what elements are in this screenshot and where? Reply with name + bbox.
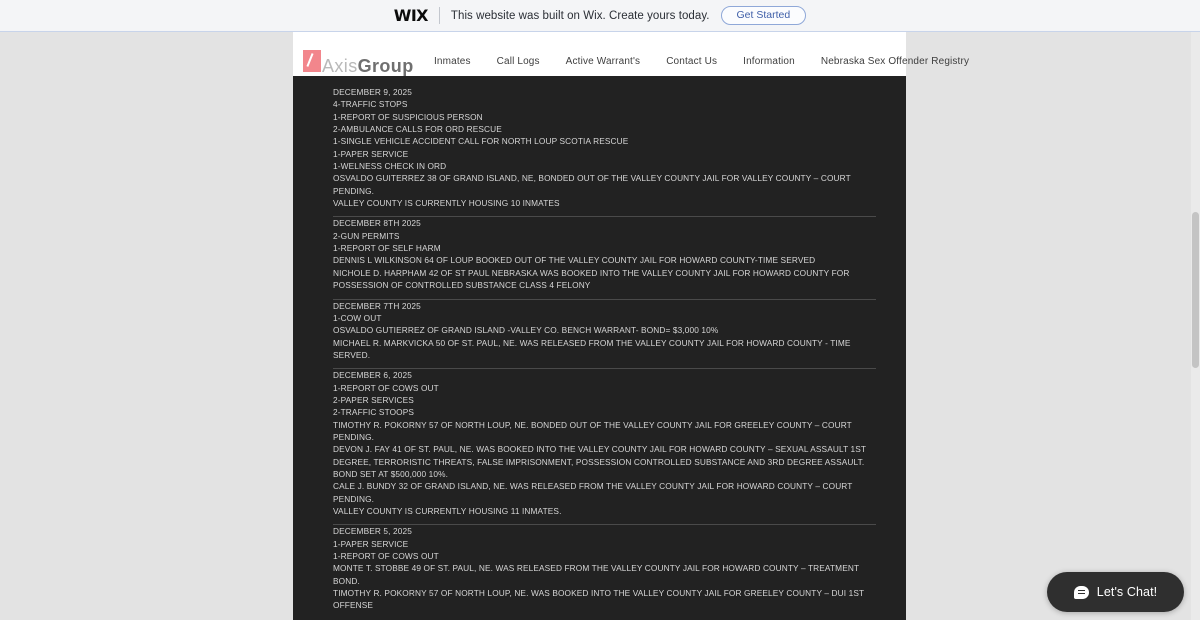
log-entry-date: DECEMBER 7TH 2025 <box>333 300 421 311</box>
log-entry-line: VALLEY COUNTY IS CURRENTLY HOUSING 11 INMATES. <box>333 506 562 516</box>
banner-divider <box>439 7 440 24</box>
chat-button-label: Let's Chat! <box>1096 585 1158 599</box>
log-entry <box>333 525 876 618</box>
log-entry-line: 4-TRAFFIC STOPS <box>333 99 408 110</box>
nav-item-call-logs[interactable]: Call Logs <box>496 56 540 67</box>
log-entry-line: MONTE T. STOBBE 49 OF ST. PAUL, NE. WAS RELEASED FROM THE VALLEY COUNTY JAIL FOR HOWARD COUNTY – TREATMENT BOND. <box>333 563 859 586</box>
log-entry-line: TIMOTHY R. POKORNY 57 OF NORTH LOUP, NE. BONDED OUT OF THE VALLEY COUNTY JAIL FOR GREELEY COUNTY – COURT PENDING. <box>333 419 852 442</box>
log-entry-line: 1-PAPER SERVICE <box>333 538 409 549</box>
log-entry <box>333 300 876 369</box>
log-entry-line: NICHOLE D. HARPHAM 42 OF ST PAUL NEBRASKA WAS BOOKED INTO THE VALLEY COUNTY JAIL FOR HOWARD COUNTY FOR POSSESSION OF CONTROLLED SUBSTANCE CLASS 4 FELONY <box>333 267 850 291</box>
site-logo[interactable] <box>303 32 414 76</box>
log-entry-line: 1-REPORT OF COWS OUT <box>333 551 439 562</box>
log-entry-line: 1-COW OUT <box>333 312 382 323</box>
main-navigation <box>421 56 982 67</box>
log-entry-line: DEVON J. FAY 41 OF ST. PAUL, NE. WAS BOOKED INTO THE VALLEY COUNTY JAIL FOR HOWARD COUNTY – SEXUAL ASSAULT 1ST DEGREE, TERRORISTIC THREATS, FALSE IMPRISONMENT, POSSESSION CONTROLLED SUBSTANCE AND 3RD DEGREE ASSAULT. BOND SET AT $500,000 10%. <box>333 444 866 479</box>
log-entry-line: 2-GUN PERMITS <box>333 230 400 241</box>
nav-item-nebraska-sex-offender-registry[interactable]: Nebraska Sex Offender Registry <box>820 56 970 67</box>
log-entry-line: 2-TRAFFIC STOOPS <box>333 407 415 418</box>
site-header <box>293 32 970 76</box>
log-entry <box>333 217 876 298</box>
nav-item-active-warrants[interactable]: Active Warrant's <box>565 56 641 67</box>
get-started-button[interactable]: Get Started <box>721 6 807 26</box>
log-entry-line: CALE J. BUNDY 32 OF GRAND ISLAND, NE. WAS RELEASED FROM THE VALLEY COUNTY JAIL FOR HOWARD COUNTY – COURT PENDING. <box>333 481 853 504</box>
log-entry-line: 1-SINGLE VEHICLE ACCIDENT CALL FOR NORTH LOUP SCOTIA RESCUE <box>333 136 629 147</box>
log-entry-line: VALLEY COUNTY IS CURRENTLY HOUSING 10 INMATES <box>333 198 560 209</box>
log-entry <box>333 369 876 524</box>
log-entry-line: 2-PAPER SERVICES <box>333 394 414 405</box>
wix-logo: WIX <box>393 5 428 25</box>
chat-bubble-icon <box>1074 586 1089 599</box>
log-entry-line: OSVALDO GUITERREZ 38 OF GRAND ISLAND, NE, BONDED OUT OF THE VALLEY COUNTY JAIL FOR VALLEY COUNTY – COURT PENDING. <box>333 173 851 196</box>
lets-chat-button[interactable] <box>1047 572 1184 612</box>
log-entry-date: DECEMBER 9, 2025 <box>333 87 412 97</box>
nav-item-information[interactable]: Information <box>743 56 795 67</box>
wix-banner-message: This website was built on Wix. Create yours today. <box>450 9 710 22</box>
log-entry-line: DENNIS L WILKINSON 64 OF LOUP BOOKED OUT OF THE VALLEY COUNTY JAIL FOR HOWARD COUNTY-TIME SERVED <box>333 255 816 266</box>
log-entry-date: DECEMBER 8TH 2025 <box>333 218 421 229</box>
daily-log-content <box>293 76 906 620</box>
slash-mark-icon <box>303 50 321 72</box>
log-entry-line: MICHAEL R. MARKVICKA 50 OF ST. PAUL, NE. WAS RELEASED FROM THE VALLEY COUNTY JAIL FOR HOWARD COUNTY - TIME SERVED. <box>333 337 851 360</box>
brand-wordmark <box>322 56 414 76</box>
log-entry-line: 1-REPORT OF COWS OUT <box>333 382 439 393</box>
page-scrollbar-thumb[interactable] <box>1192 212 1199 368</box>
log-entry-line: TIMOTHY R. POKORNY 57 OF NORTH LOUP, NE. WAS BOOKED INTO THE VALLEY COUNTY JAIL FOR GREELEY COUNTY – DUI 1ST OFFENSE <box>333 588 865 611</box>
log-entry-line: 1-WELNESS CHECK IN ORD <box>333 161 447 172</box>
log-entry-line: 1-PAPER SERVICE <box>333 148 409 159</box>
log-entry-line: 1-REPORT OF SELF HARM <box>333 243 441 254</box>
log-entry-line: OSVALDO GUTIERREZ OF GRAND ISLAND -VALLEY CO. BENCH WARRANT- BOND= $3,000 10% <box>333 325 719 336</box>
log-entry-line: 2-AMBULANCE CALLS FOR ORD RESCUE <box>333 124 502 135</box>
brand-name-bold: Group <box>357 56 414 76</box>
log-entry-date: DECEMBER 6, 2025 <box>333 370 412 381</box>
brand-name-light: Axis <box>322 56 358 76</box>
log-entry-line: 1-REPORT OF SUSPICIOUS PERSON <box>333 111 483 122</box>
log-entry <box>333 86 876 216</box>
log-entry-date: DECEMBER 5, 2025 <box>333 526 412 537</box>
nav-item-contact-us[interactable]: Contact Us <box>666 56 718 67</box>
site-column <box>293 32 970 620</box>
wix-promo-banner <box>0 0 1200 32</box>
nav-item-inmates[interactable]: Inmates <box>434 56 471 67</box>
